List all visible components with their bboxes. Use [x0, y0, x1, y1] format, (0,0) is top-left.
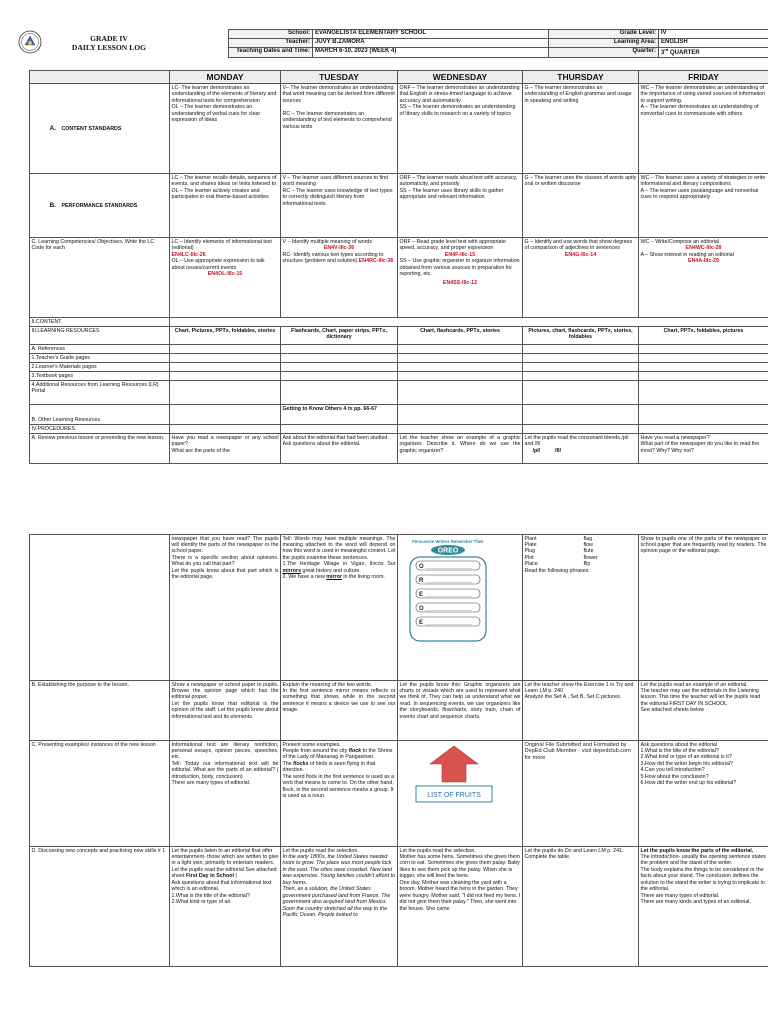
review-thu-text: Let the pupils read the consonant blends /pl/ and /fl/: [524, 434, 629, 448]
cs-tuesday: V– The learner demonstrates an understanding that word meaning can be derived from different sources RC – The learner demonstrates an understanding of text elements to comprehend various texts: [281, 84, 398, 174]
day-header-monday: MONDAY: [170, 71, 281, 84]
pres-wednesday: [398, 741, 523, 847]
area-value: ENGLISH: [659, 39, 768, 48]
school-label: School:: [229, 30, 313, 39]
grade-value: IV: [659, 30, 768, 39]
tg-pages-label: 1.Teacher's Guide pages: [30, 354, 170, 363]
dates-value: MARCH 6-10, 2023 (WEEK 4): [313, 48, 549, 58]
fruits-caption: LIST OF FRUITS: [426, 791, 481, 799]
lesson-table-page2: [29, 534, 768, 967]
fl-word: flip: [583, 561, 591, 568]
disc-monday: [170, 847, 281, 967]
oreo-row-letter: O: [418, 605, 424, 612]
disc-tue-a: Let the pupils read the selection.: [282, 847, 359, 854]
pl-word: Plug: [524, 548, 536, 555]
disc-wednesday: Let the pupils read the selection. Mother has some hens. Sometimes she gives them corn to eat. Sometimes she gives them palay. Baby likes to see them pick up the palay. When she is bigger, she will feed the hens. One day, Mother was cleaning the yard with a broom. Mother heard the hens in the garden. They were hungry. Mother said, "I did not feed my hens. I did not give them their palay." Then, she went into the house. She came: [398, 847, 523, 967]
cs-label: CONTENT STANDARDS: [61, 125, 122, 132]
oreo-row-letter: E: [418, 619, 423, 626]
review-label: A. Review previous lesson or presenting the new lesson.: [30, 434, 170, 464]
est-monday: Show a newspaper or school paper to pupils. Browse the opinion page which has the editorial proper. Let the pupils know that editorial is the opinion of the staff. Let the pupils know about informational text and its elements.: [170, 681, 281, 741]
pl-column: [525, 536, 578, 568]
title-grade: GRADE IV: [90, 34, 128, 43]
disc-mon-a: Let the pupils listen to an editorial that offer entertainment- those which are written to give in a light vein, primarily to entertain readers. Let the pupils read the editorial See attached sheet: [171, 847, 279, 880]
lc-mon-code1: EN4LC-IIIc-26: [171, 251, 206, 258]
header-info-table: [228, 29, 768, 58]
lc-wed-code1: EN4F-IIIc-15: [444, 251, 476, 258]
fl-word: flag: [583, 535, 593, 542]
ps-friday: WC – The learner uses a variety of strategies to write informational and literary compositions A – The learner uses paralanguage and nonverbal cues to respond appropriately: [639, 174, 768, 238]
oreo-row-letter: E: [418, 591, 423, 598]
est-tuesday: Explain the meaning of the two words. In the first sentence mirror means reflects or something that shows while in the second sentence it means a device we use to see our image.: [281, 681, 398, 741]
est-friday: Let the pupils read an example of an editorial. The teacher may use the editorials in the Listening lesson. This time the teacher will let the pupils read the editorial FIRST DAY IN SCHOOL See attached sheets below: [639, 681, 768, 741]
content-row-empty: [170, 318, 768, 327]
procedures-label: IV.PROCEDURES: [30, 425, 170, 434]
lc-wed-text: ORF – Read grade level text with appropriate speed, accuracy, and proper expression: [399, 238, 506, 252]
lc-mon-text2: OL – Use appropriate expression to talk about issues/current events: [171, 258, 265, 271]
cont-monday: newspaper that you have read? The pupils will identify the parts of the newspaper or the school paper. There is a specific section about opinions. What do you call that part? Let the pupils know about that part which is the editorial page.: [170, 535, 281, 681]
teacher-label: Teacher:: [229, 39, 313, 48]
fl-word: flower: [583, 554, 598, 561]
teacher-value: JUVY B.ZAMORA: [313, 39, 549, 48]
review-thursday: [523, 434, 639, 464]
oreo-graphic-organizer: [402, 537, 494, 643]
lc-thu-code1: EN4G-IIIc-14: [564, 251, 597, 258]
lc-fri-code1: EN4WC-IIIc-28: [685, 245, 722, 252]
school-value: EVANGELISTA ELEMENTARY SCHOOL: [313, 30, 549, 39]
pres-tue-w2: flocks: [293, 760, 309, 767]
review-wednesday: Let the teacher show an example of a graphic organizer. Describe it. Where do we use the graphic organizer?: [398, 434, 523, 464]
dates-label: Teaching Dates and Time:: [229, 48, 313, 58]
cont-friday: Show to pupils one of the parts of the newspaper or school paper that are frequently read by readers. The opinion page or the editorial page.: [639, 535, 768, 681]
discussing-label: D. Discussing new concepts and practicing new skills # 1: [30, 847, 170, 967]
lr-portal-label: 4.Additional Resources from Learning Resources (LR) Portal: [30, 381, 170, 405]
cs-friday: WC – The learner demonstrates an understanding of the importance of using varied sources of information to support writing. A – The learner demonstrates an understanding of nonverbal cues to communicate with others: [639, 84, 768, 174]
est-thursday: Let the teacher show the Exercise 1 in Try and Learn LM p. 240 Analyze the Set A , Set B, Set C pictures.: [523, 681, 639, 741]
pres-tue-c: of birds is seen flying in that direction. The word flock in the first sentence is used as a verb that means to come to. On the other hand, flock, in the second sentence means a group. It is used as a noun.: [282, 760, 395, 800]
oreo-title: Persuasive Writers Remember Their: [411, 538, 484, 544]
lc-tuesday: [281, 238, 398, 318]
est-wednesday: Let the pupils know this: Graphic organizers are charts or visuals which are used to represent what we think of. They can help us understand what we read. In sequencing events, we use organizers like the storyboards, flowcharts, story train, chain of events chart and sequence charts.: [398, 681, 523, 741]
lc-tue-line2: [283, 252, 396, 265]
lc-wednesday: [398, 238, 523, 318]
cont-tue-sentence1: [283, 561, 396, 574]
lesson-table-page1: [29, 70, 768, 464]
lc-tue-code1: EN4V-IIIc-36: [323, 245, 355, 252]
disc-friday: [639, 847, 768, 967]
cont-thursday: [523, 535, 639, 681]
oreo-row-letter: R: [418, 577, 423, 584]
pres-thursday-note: Original File Submitted and Formatted by DepEd Club Member - visit depedclub.com for more: [523, 741, 639, 847]
tue-s2-end: in the living room.: [341, 574, 385, 581]
references-label: A. References: [30, 345, 170, 354]
lc-mon-code2: EN4OL-IIIc-15: [207, 271, 243, 278]
document-title: [44, 34, 174, 52]
pl-word: Plate: [524, 541, 537, 548]
lr-monday: Chart, Pictures, PPTx, foldables, stories: [170, 327, 281, 345]
quarter-value: 3rd QUARTER: [659, 48, 768, 58]
ps-monday: LC – The learner recalls details, sequence of events, and shares ideas on texts listened to OL – The learner actively creates and participates in oral theme-based activities: [170, 174, 281, 238]
lc-monday: [170, 238, 281, 318]
lc-tue-text2: RC- Identify various text types according to structure (problem and solution): [282, 251, 384, 265]
establishing-label: B. Establishing the purpose to the lesson.: [30, 681, 170, 741]
cont-wednesday: [398, 535, 523, 681]
quarter-label: Quarter:: [549, 48, 659, 58]
grade-label: Grade Level:: [549, 30, 659, 39]
pres-monday: Informational text are literary nonfiction, personal essays, opinion pieces, speeches, etc. Tell: Today our informational text will be editorial. What are the parts of an editorial? ( introduction, body, conclusion) There are many types of editorial.: [170, 741, 281, 847]
lc-tue-code2: EN4RC-IIIc-36: [358, 258, 394, 265]
cs-monday: LC- The learner demonstrates an understanding of the elements of literary and informational texts for comprehension OL – The learner demonstrates an understanding of verbal cues for clear expression of ideas: [170, 84, 281, 174]
lc-thu-text: G – Identify and use words that show degrees of comparison of adjectives in sentences: [524, 238, 633, 252]
disc-tue-b: In the early 1800s, the United States needed room to grow. The place was most people lock in the east. The cities were crowded. New land was expensive. Young families couldn't afford to buy farms. Then, as a solution, the United States government purchased land from France. The government also acquired land from Mexico. Soon the country stretched all the way to the Pacific Ocean. People looked to: [282, 853, 396, 919]
fl-word: flow: [583, 541, 593, 548]
tue-s2-word: mirror: [326, 574, 342, 581]
fl-column: [584, 536, 637, 568]
lr-wednesday: Chart, flashcards, PPTx, stories: [398, 327, 523, 345]
content-label: II.CONTENT: [30, 318, 170, 327]
fl-word: flute: [583, 548, 594, 555]
other-resources-tuesday: Getting to Know Others 4 tx pp. 66-67: [281, 405, 398, 425]
cont-tuesday: [281, 535, 398, 681]
disc-mon-b: First Day in School: [185, 873, 234, 880]
deped-seal-icon: [18, 30, 42, 54]
ps-label: PERFORMANCE STANDARDS: [61, 202, 138, 209]
pl-word: Place: [524, 561, 538, 568]
cs-letter: A.: [49, 124, 56, 132]
lc-friday: [639, 238, 768, 318]
pres-tue-w1: flock: [348, 747, 362, 754]
content-standards-label: [30, 84, 170, 174]
review-thu-blends: /pl/ /fl/: [532, 447, 562, 454]
oreo-row-letter: O: [418, 563, 424, 570]
day-header-thursday: THURSDAY: [523, 71, 639, 84]
lm-pages-label: 2.Learner's Materials pages: [30, 363, 170, 372]
ps-thursday: G – The learner uses the classes of words aptly oral or written discourse: [523, 174, 639, 238]
lc-thursday: [523, 238, 639, 318]
pres-tue-b: to the Shrine of the Lady of Manaoag in Pangasinan. The: [282, 747, 393, 767]
cs-thursday: G – The learner demonstrates an understanding of English grammar and usage in speaking and writing: [523, 84, 639, 174]
disc-mon-c: | Ask questions about that informational text which is an editorial. 1.What is the title of the editorial? 2.What kind or type of an: [171, 873, 272, 906]
lr-friday: Chart, PPTx, foldables, pictures: [639, 327, 768, 345]
pres-tue-a: Present some examples. People from around the city: [282, 741, 348, 754]
disc-fri-a: Let the pupils know the parts of the editorial.: [640, 847, 754, 854]
cs-wednesday: ORF – The learner demonstrates an understanding that English is stress-timed language to achieve accuracy and automaticity SS – The learner demonstrates an understanding of library skills to research on a variety of topics: [398, 84, 523, 174]
presenting-label: C. Presenting examples/ instances of the new lesson: [30, 741, 170, 847]
pl-word: Plant: [524, 535, 537, 542]
cont-thu-tail: Read the following phrases.: [524, 567, 590, 574]
day-header-tuesday: TUESDAY: [281, 71, 398, 84]
list-of-fruits-graphic: [408, 744, 500, 804]
lr-label: III.LEARNING RESOURCES: [30, 327, 170, 345]
title-dll: DAILY LESSON LOG: [71, 43, 147, 53]
phrase-list: [525, 536, 637, 568]
ps-letter: B.: [49, 201, 56, 209]
cont-tue-sentence2: [283, 574, 396, 580]
pl-word: Plot: [524, 554, 534, 561]
tue-s1-end: great history and culture.: [301, 567, 361, 574]
tb-pages-label: 3.Textbook pages: [30, 372, 170, 381]
lc-fri-text2: A – Show interest in reading an editorial: [640, 251, 734, 258]
competencies-label: C. Learning Competencies/ Objectives. Write the LC Code for each: [30, 238, 170, 318]
performance-standards-label: [30, 174, 170, 238]
lr-tuesday: Flashcards, Chart, paper strips, PPTx, dictionary: [281, 327, 398, 345]
disc-thursday: Let the pupils do Do and Learn LM p. 241. Complete the table.: [523, 847, 639, 967]
review-friday: Have you read a newspaper? What part of the newspaper do you like to read the most? Why? Why not?: [639, 434, 768, 464]
disc-fri-b: The introduction- usually the opening sentence states the problem and the stand of the writer. The body explains the things to be considered or the facts about your stand. The conclusion defines the solution to the stand the writer is trying to implicate in the editorial. There are many types of editorial. There are many kinds and types of an editorial.: [640, 853, 766, 906]
review-monday: Have you read a newspaper or any school paper? What are the parts of the: [170, 434, 281, 464]
disc-tuesday: [281, 847, 398, 967]
pres-friday: Ask questions about the editorial 1.What is the title of the editorial? 2.What kind or type of an editorial is it? 3.How did the writer begin his editorial? 4.Can you tell introduction? 5.How about the conclusion? 6.How did the writer end up his editorial?: [639, 741, 768, 847]
lc-fri-code2: EN4A-IIIc-29: [688, 258, 719, 265]
other-resources-label: B. Other Learning Resources: [30, 405, 170, 425]
up-arrow-icon: [430, 746, 478, 782]
lr-thursday: Pictures, chart, flashcards, PPTx, stories, foldables: [523, 327, 639, 345]
lc-wed-code2: EN4SS-IIIc-12: [442, 279, 478, 286]
oreo-word: OREO: [437, 547, 458, 554]
day-header-friday: FRIDAY: [639, 71, 768, 84]
area-label: Learning Area:: [549, 39, 659, 48]
cont-tue-intro: Tell: Words may have multiple meanings. The meaning attached to the word will depend on how this word is used in meaningful context. Let the pupils examine these sentences.: [282, 535, 396, 561]
ps-wednesday: ORF – The learner reads aloud text with accuracy, automaticity, and prosody SS – The learner uses library skills to gather appropriate and relevant information: [398, 174, 523, 238]
cont-label-empty: [30, 535, 170, 681]
day-header-wednesday: WEDNESDAY: [398, 71, 523, 84]
tue-s1-word: mirrors: [282, 567, 302, 574]
tue-s1-start: 1.The Heritage Village in Vigan, Ilocos Sur: [282, 561, 396, 568]
lc-fri-text: WC – Write/Compose an editorial: [640, 238, 720, 245]
review-tuesday: Ask about the editorial that had been studied. Ask questions about the editorial.: [281, 434, 398, 464]
lc-wed-text2: SS – Use graphic organizer to organize information obtained from various sources in preparation for reporting, etc.: [399, 258, 520, 278]
pres-tuesday: [281, 741, 398, 847]
ps-tuesday: V – The learner uses different sources to find word meaning RC – The learner uses knowledge of text types to correctly distinguish literary from informational texts: [281, 174, 398, 238]
lc-tue-text: V – Identify multiple meaning of words: [282, 238, 373, 245]
corner-cell: [30, 71, 170, 84]
lc-mon-text: LC – Identify elements of informational text (editorial): [171, 238, 272, 252]
tue-s2-start: 2. We have a new: [282, 574, 327, 581]
